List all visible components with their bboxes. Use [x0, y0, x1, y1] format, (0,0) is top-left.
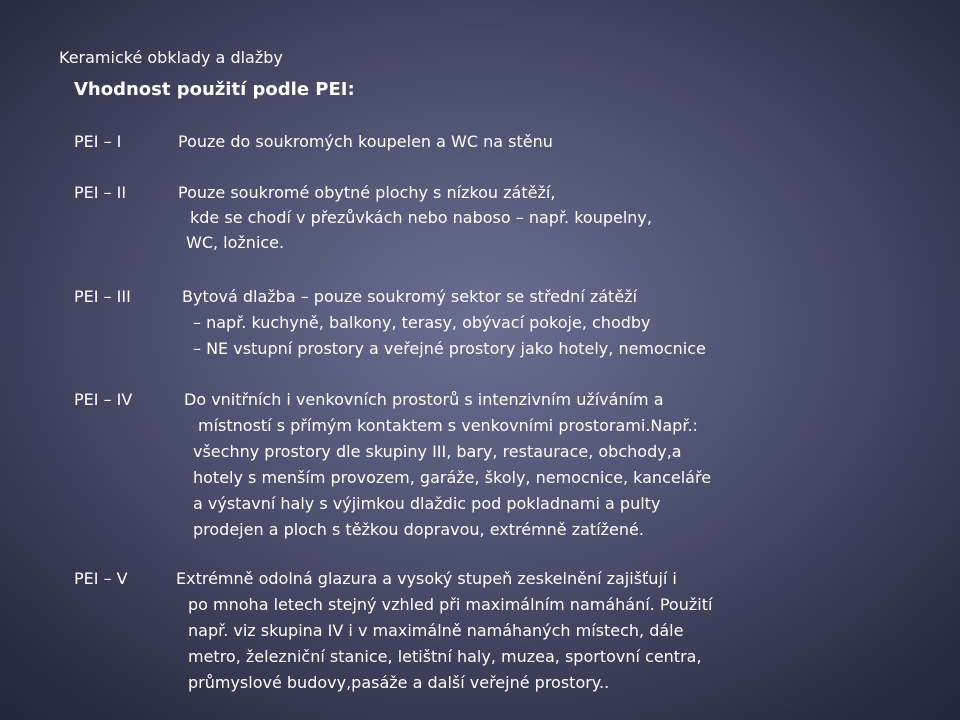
pei-5-line-2: po mnoha letech stejný vzhled při maximálním namáhání. Použití: [188, 595, 713, 614]
pei-3-label: PEI – III: [74, 287, 131, 306]
slide-heading: Vhodnost použití podle PEI:: [74, 79, 355, 100]
pei-5-label: PEI – V: [74, 569, 128, 588]
pei-5-line-4: metro, železniční stanice, letištní haly, muzea, sportovní centra,: [188, 647, 702, 666]
pei-4-line-3: všechny prostory dle skupiny III, bary, restaurace, obchody,a: [193, 442, 682, 461]
pei-3-line-2: – např. kuchyně, balkony, terasy, obývací pokoje, chodby: [193, 313, 651, 332]
pei-3-line-1: Bytová dlažba – pouze soukromý sektor se střední zátěží: [182, 287, 638, 306]
pei-2-line-3: WC, ložnice.: [186, 233, 285, 252]
slide-top-title: Keramické obklady a dlažby: [59, 48, 283, 67]
pei-4-line-4: hotely s menším provozem, garáže, školy, nemocnice, kanceláře: [193, 468, 712, 487]
pei-5-line-1: Extrémně odolná glazura a vysoký stupeň zeskelnění zajišťují i: [176, 569, 677, 588]
pei-4-line-2: místností s přímým kontaktem s venkovními prostorami.Např.:: [198, 416, 698, 435]
pei-2-line-2: kde se chodí v přezůvkách nebo naboso – např. koupelny,: [190, 208, 652, 227]
pei-5-line-5: průmyslové budovy,pasáže a další veřejné prostory..: [188, 673, 610, 692]
pei-2-line-1: Pouze soukromé obytné plochy s nízkou zátěží,: [178, 183, 556, 202]
pei-1-label: PEI – I: [74, 132, 122, 151]
pei-4-label: PEI – IV: [74, 390, 133, 409]
pei-3-line-3: – NE vstupní prostory a veřejné prostory jako hotely, nemocnice: [193, 339, 706, 358]
pei-4-line-5: a výstavní haly s výjimkou dlaždic pod pokladnami a pulty: [193, 494, 661, 513]
pei-2-label: PEI – II: [74, 183, 127, 202]
pei-5-line-3: např. viz skupina IV i v maximálně namáhaných místech, dále: [188, 621, 684, 640]
pei-4-line-6: prodejen a ploch s těžkou dopravou, extrémně zatížené.: [193, 520, 644, 539]
pei-1-line-1: Pouze do soukromých koupelen a WC na stěnu: [178, 132, 553, 151]
pei-4-line-1: Do vnitřních i venkovních prostorů s intenzivním užíváním a: [184, 390, 664, 409]
